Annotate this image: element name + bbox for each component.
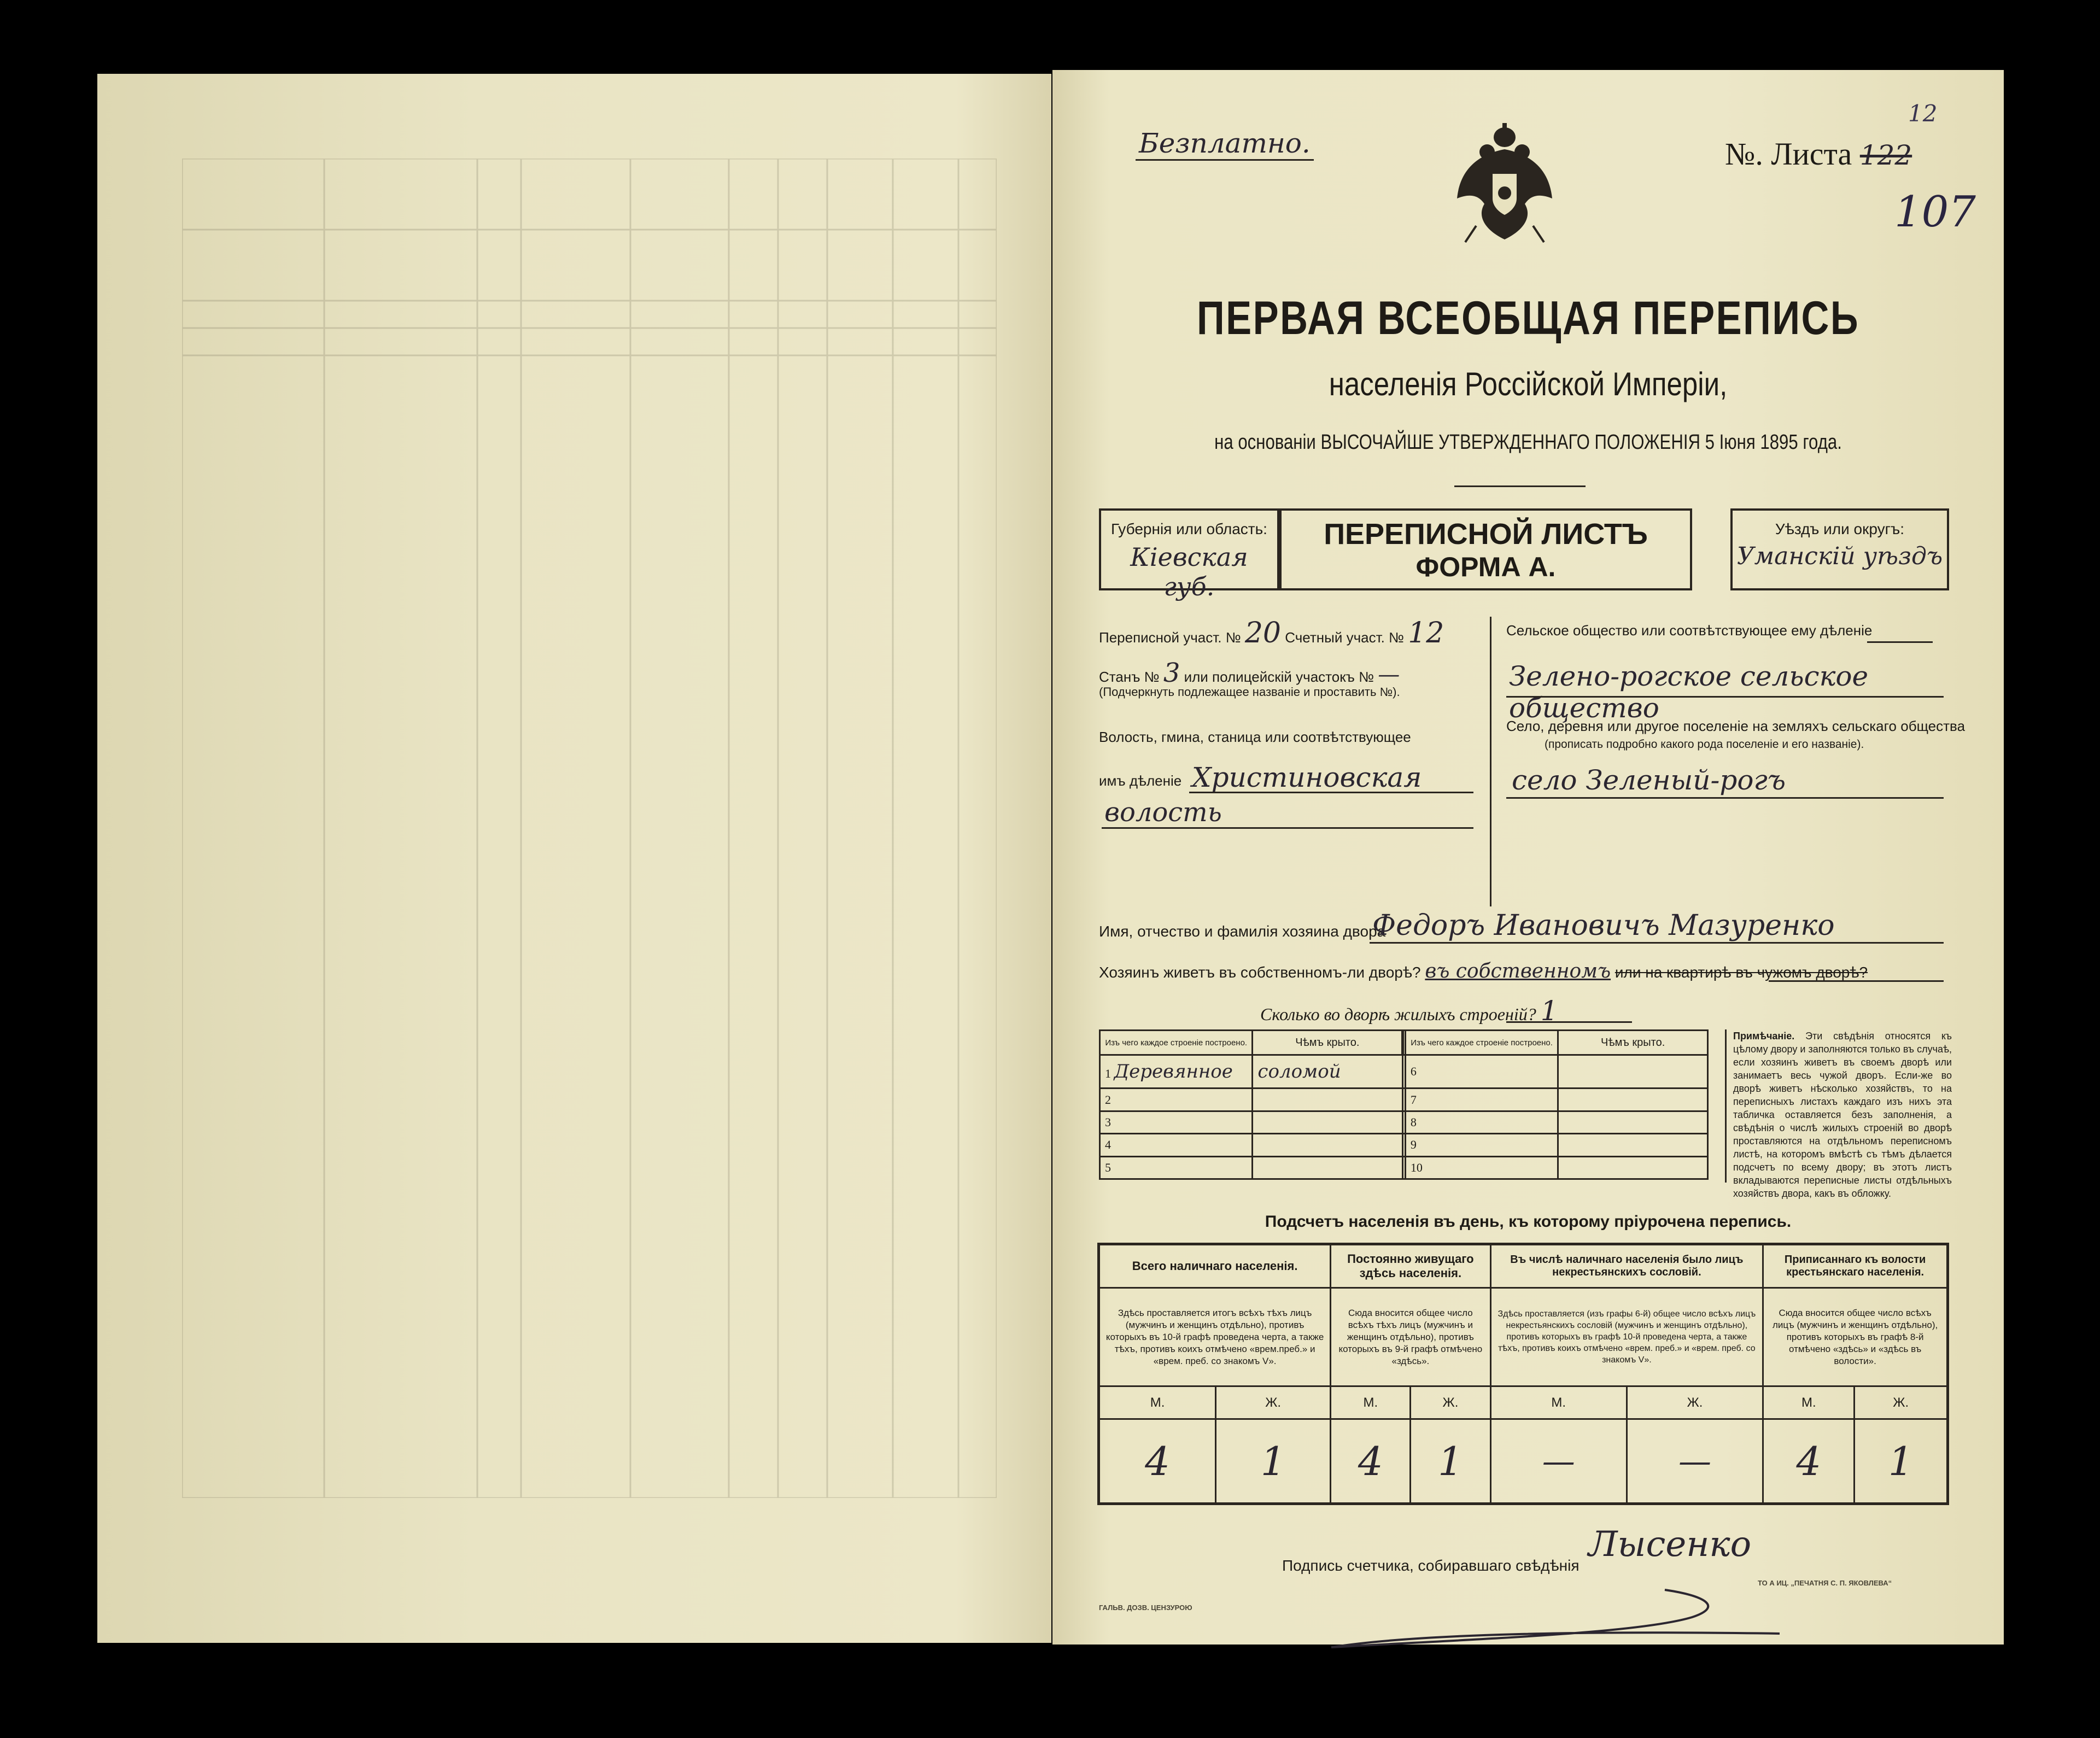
stan-value: 3 xyxy=(1163,658,1180,688)
count-permanent-zh: 1 xyxy=(1411,1419,1490,1504)
count-total-m: 4 xyxy=(1099,1419,1216,1504)
buildings-count-row: Сколько во дворѣ жилыхъ строеній? 1 xyxy=(1260,995,1558,1027)
village-line xyxy=(1506,797,1944,799)
society-label: Сельское общество или соотвѣтствующее ему дѣленіе xyxy=(1506,622,1873,639)
printer-note-left: ГАЛЬВ. ДОЗВ. ЦЕНЗУРОЮ xyxy=(1099,1604,1192,1612)
building-row: 4 9 xyxy=(1100,1134,1708,1156)
count-total-zh: 1 xyxy=(1216,1419,1331,1504)
show-through-grid xyxy=(182,159,997,1498)
zh-label: Ж. xyxy=(1411,1386,1490,1419)
building-roof-value: соломой xyxy=(1253,1055,1403,1089)
volost-line-2 xyxy=(1102,827,1473,829)
printer-note-right: ТО А ИЦ. „ПЕЧАТНЯ С. П. ЯКОВЛЕВА“ xyxy=(1758,1579,1892,1587)
village-value: село Зеленый-рогъ xyxy=(1512,764,1786,796)
location-divider xyxy=(1490,617,1491,906)
stan-row: Станъ № 3 или полицейскій участокъ № — xyxy=(1099,658,1400,688)
gubernia-value: Кіевская губ. xyxy=(1130,542,1248,601)
owner-lives-line xyxy=(1769,980,1944,982)
count-noncrestian-zh: — xyxy=(1627,1419,1763,1504)
count-desc-peasant: Сюда вносится общее число всѣхъ лицъ (мужчинъ и женщинъ отдѣльно), противъ которыхъ въ графѣ 8-й отмѣчено «здѣсь» и «здѣсь въ волости». xyxy=(1763,1288,1948,1386)
form-title-box xyxy=(1279,508,1692,590)
count-desc-noncrestian: Здѣсь проставляется (изъ графы 6-й) общее число всѣхъ лицъ некрестьянскихъ сословій (мужчинъ и женщинъ отдѣльно), противъ которыхъ въ графѣ 10-й проведена черта, а также тѣхъ, противъ коихъ отмѣчено «врем. преб.» и «врем. преб. со знакомъ V». xyxy=(1490,1288,1763,1386)
col-built-header: Изъ чего каждое строеніе построено. xyxy=(1100,1031,1253,1055)
form-title: ПЕРЕПИСНОЙ ЛИСТЪ xyxy=(1324,518,1648,551)
uezd-box xyxy=(1730,508,1949,590)
owner-lives-row: Хозяинъ живетъ въ собственномъ-ли дворѣ? въ собственномъ или на квартирѣ въ чужомъ дворѣ? xyxy=(1099,960,1868,982)
building-material-value: Деревянное xyxy=(1114,1061,1233,1083)
census-district-row: Переписной участ. № 20 Счетный участ. № 12 xyxy=(1099,617,1444,649)
document-title: ПЕРВАЯ ВСЕОБЩАЯ ПЕРЕПИСЬ xyxy=(1196,292,1860,344)
volost-line xyxy=(1189,792,1473,793)
village-label: Село, деревня или другое поселеніе на земляхъ сельскаго общества xyxy=(1506,718,1966,734)
count-peasant-zh: 1 xyxy=(1855,1419,1948,1504)
society-line xyxy=(1506,696,1944,698)
gubernia-box xyxy=(1099,508,1279,601)
zh-label: Ж. xyxy=(1855,1386,1948,1419)
col-built-header-2: Изъ чего каждое строеніе построено. xyxy=(1405,1031,1558,1055)
building-row: 5 10 xyxy=(1100,1156,1708,1179)
building-row: 1 Деревянное соломой 6 xyxy=(1100,1055,1708,1089)
count-header-peasant: Приписаннаго къ волости крестьянскаго населенія. xyxy=(1763,1244,1948,1288)
form-name: ФОРМА А. xyxy=(1415,552,1556,582)
m-label: М. xyxy=(1490,1386,1627,1419)
count-header-noncrestian: Въ числѣ наличнаго населенія было лицъ некрестьянскихъ сословій. xyxy=(1490,1244,1763,1288)
count-header-permanent: Постоянно живущаго здѣсь населенія. xyxy=(1331,1244,1490,1288)
left-page-blank xyxy=(97,74,1051,1643)
zh-label: Ж. xyxy=(1216,1386,1331,1419)
count-peasant-m: 4 xyxy=(1763,1419,1855,1504)
society-line-a xyxy=(1867,641,1933,643)
volost-value-2: волость xyxy=(1104,797,1222,828)
note-text: Примѣчаніе. Эти свѣдѣнія относятся къ цѣлому двору и заполняются только въ случаѣ, если хозяинъ живетъ въ своемъ дворѣ или занимаетъ весь чужой дворъ. Если-же во дворѣ живетъ нѣсколько хозяйствъ, то на переписныхъ листахъ каждаго изъ нихъ эта табличка оставляется безъ заполненія, а свѣдѣнія о числѣ жилыхъ строеній во дворѣ проставляются на отдѣльномъ переписномъ листѣ, на которомъ вмѣстѣ съ тѣмъ дѣлается подсчетъ по всему двору; въ этотъ листъ вкладываются переписные листы отдѣльныхъ хозяйствъ двора, какъ въ обложку. xyxy=(1733,1031,1952,1199)
signature-label: Подпись счетчика, собиравшаго свѣдѣнія xyxy=(1282,1557,1580,1574)
document-subtitle: населенія Россійской Имперіи, xyxy=(1329,366,1728,402)
ornament-divider xyxy=(1454,485,1586,487)
free-label: Безплатно. xyxy=(1136,127,1314,161)
signature-flourish xyxy=(1309,1584,1801,1655)
owner-name-value: Федоръ Ивановичъ Мазуренко xyxy=(1372,909,1835,942)
legal-basis-line: на основаніи ВЫСОЧАЙШЕ УТВЕРЖДЕННАГО ПОЛОЖЕНІЯ 5 Іюня 1895 года. xyxy=(1214,431,1842,454)
buildings-count-value: 1 xyxy=(1540,995,1558,1027)
society-value: Зелено-рогское сельское общество xyxy=(1509,660,1869,724)
count-noncrestian-m: — xyxy=(1490,1419,1627,1504)
signature-value: Лысенко xyxy=(1588,1524,1752,1565)
imperial-eagle-emblem xyxy=(1454,122,1555,248)
uezd-value: Уманскій уѣздъ xyxy=(1736,542,1943,570)
census-district-value: 20 xyxy=(1244,617,1282,649)
note-divider xyxy=(1725,1029,1727,1183)
population-count-table xyxy=(1097,1243,1949,1505)
volost-value: Христиновская xyxy=(1192,762,1422,793)
col-roof-header-2: Чѣмъ крыто. xyxy=(1558,1031,1708,1055)
police-value: — xyxy=(1378,662,1400,687)
census-form-page xyxy=(1052,70,2004,1645)
owner-name-line xyxy=(1370,942,1944,944)
building-row: 3 8 xyxy=(1100,1111,1708,1133)
count-permanent-m: 4 xyxy=(1331,1419,1411,1504)
sheet-number-label: №. Листа 122 xyxy=(1725,136,1912,172)
col-roof-header: Чѣмъ крыто. xyxy=(1253,1031,1403,1055)
zh-label: Ж. xyxy=(1627,1386,1763,1419)
building-row: 2 7 xyxy=(1100,1089,1708,1111)
sheet-number-handwritten: 107 xyxy=(1894,188,1976,237)
count-desc-permanent: Сюда вносится общее число всѣхъ тѣхъ лицъ (мужчинъ и женщинъ отдѣльно), противъ которыхъ въ 9-й графѣ отмѣчено «здѣсь». xyxy=(1331,1288,1490,1386)
owner-lives-value: въ собственномъ xyxy=(1425,960,1611,982)
buildings-table xyxy=(1099,1029,1709,1180)
uezd-label: Уѣздъ или округъ: xyxy=(1775,520,1905,537)
m-label: М. xyxy=(1763,1386,1855,1419)
m-label: М. xyxy=(1099,1386,1216,1419)
sheet-number-small: 12 xyxy=(1908,100,1938,127)
gubernia-label: Губернія или область: xyxy=(1111,520,1267,537)
village-note: (прописать подробно какого рода поселеніе и его названіе). xyxy=(1545,738,1864,751)
count-title: Подсчетъ населенія въ день, къ которому пріурочена перепись. xyxy=(1265,1213,1792,1231)
count-header-total: Всего наличнаго населенія. xyxy=(1099,1244,1331,1288)
count-desc-total: Здѣсь проставляется итогъ всѣхъ тѣхъ лицъ (мужчинъ и женщинъ отдѣльно), противъ которыхъ въ 10-й графѣ проведена черта, а также тѣхъ, противъ коихъ отмѣчено «врем.преб.» и «врем. преб. со знакомъ V». xyxy=(1099,1288,1331,1386)
volost-label-2: имъ дѣленіе xyxy=(1099,773,1182,789)
m-label: М. xyxy=(1331,1386,1411,1419)
buildings-count-line xyxy=(1506,1021,1632,1023)
underline-note: (Подчеркнуть подлежащее названіе и проставить №). xyxy=(1099,685,1400,699)
owner-name-label: Имя, отчество и фамилія хозяина двора xyxy=(1099,923,1386,940)
volost-label: Волость, гмина, станица или соотвѣтствующее xyxy=(1099,729,1411,745)
counting-district-value: 12 xyxy=(1408,617,1444,649)
